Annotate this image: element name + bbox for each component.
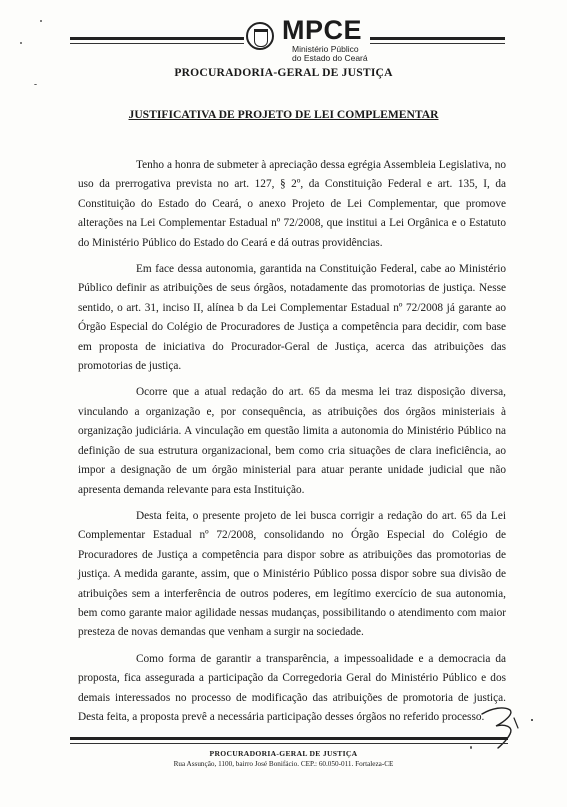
footer-rule xyxy=(70,737,508,740)
paragraph-4: Desta feita, o presente projeto de lei busca corrigir a redação do art. 65 da Lei Complementar Estadual nº 72/2008, consolidando no Órgão Especial do Colégio de Procuradores de Justiça a competência para dispor sobre as atribuições das promotorias de justiça. A medida garante, assim, que o Ministério Público possa dispor sobre sua divisão de atribuições sem a interferência de outros poderes, em legítimo exercício de sua autonomia, bem como garante maior agilidade nessas mudanças, possibilitando o atendimento com maior presteza de novas demandas que venham a surgir na sociedade. xyxy=(78,509,506,639)
scan-speck xyxy=(20,42,22,44)
paragraph-3: Ocorre que a atual redação do art. 65 da mesma lei traz disposição diversa, vinculando a organização e, por consequência, as atribuições dos órgãos ministeriais à organização judiciária. A vinculação em questão limita a autonomia do Ministério Público na definição de sua estrutura organizacional, bem como cria situações de clara ineficiência, ao impor a designação de um órgão ministerial para atuar perante unidade judicial que não apresenta demanda relevante para esta Instituição. xyxy=(78,386,506,496)
paragraph-2: Em face dessa autonomia, garantida na Constituição Federal, cabe ao Ministério Público definir as atribuições de seus órgãos, notadamente das promotorias de justiça. Nesse sentido, o art. 31, inciso II, alínea b da Lei Complementar Estadual nº 72/2008 já garante ao Órgão Especial do Colégio de Procuradores de Justiça a competência para decidir, com base em proposta de iniciativa do Procurador-Geral de Justiça, acerca das atribuições das promotorias de justiça. xyxy=(78,263,506,373)
document-title: JUSTIFICATIVA DE PROJETO DE LEI COMPLEMENTAR xyxy=(128,108,439,121)
header-rule-left xyxy=(70,37,244,40)
header-rule-right xyxy=(370,37,505,40)
header-rule-right-thin xyxy=(370,43,505,44)
brand-subtitle-line1: Ministério Público xyxy=(292,44,359,54)
brand-name: MPCE xyxy=(282,15,363,45)
paragraph-1: Tenho a honra de submeter à apreciação dessa egrégia Assembleia Legislativa, no uso da prerrogativa prevista no art. 127, § 2º, da Constituição Federal e art. 135, I, da Constituição do Estado do Ceará, o anexo Projeto de Lei Complementar, que promove alterações na Lei Complementar Estadual nº 72/2008, que institui a Lei Orgânica e o Estatuto do Ministério Público do Estado do Ceará e dá outras providências. xyxy=(78,159,506,249)
mpce-seal-icon xyxy=(246,22,274,50)
footer-rule-thin xyxy=(70,743,508,744)
organization-title: PROCURADORIA-GERAL DE JUSTIÇA xyxy=(174,66,393,79)
footer-address: Rua Assunção, 1100, bairro José Bonifácio. CEP.: 60.050-011. Fortaleza-CE xyxy=(173,760,394,768)
document-body xyxy=(78,156,506,734)
footer-organization: PROCURADORIA-GERAL DE JUSTIÇA xyxy=(209,749,358,758)
scan-speck xyxy=(34,84,37,85)
header-rule-left-thin xyxy=(70,43,244,44)
brand-subtitle-line2: do Estado do Ceará xyxy=(292,53,368,63)
scan-speck xyxy=(40,20,42,22)
paragraph-5: Como forma de garantir a transparência, a impessoalidade e a democracia da proposta, fica assegurada a participação da Corregedoria Geral do Ministério Público e dos demais interessados no processo de modificação das atribuições de promotoria de justiça. Desta feita, a proposta prevê a necessária participação desses órgãos no referido processo. xyxy=(78,652,506,723)
